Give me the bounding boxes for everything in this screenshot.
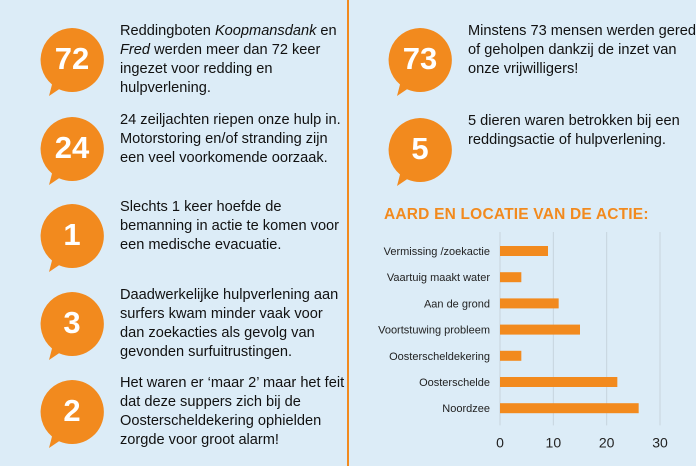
stat-text-part: werden meer dan 72 keer ingezet voor redding en hulpverlening.	[120, 42, 321, 96]
category-label: Oosterscheldekering	[389, 350, 490, 363]
stat-number: 5	[411, 131, 429, 166]
stat-item	[38, 199, 350, 270]
category-label: Voortstuwing probleem	[378, 324, 490, 337]
stat-description	[468, 112, 696, 150]
bar	[500, 272, 521, 282]
stat-item	[38, 287, 350, 362]
stat-item	[38, 375, 350, 450]
stat-number: 3	[63, 305, 81, 340]
stat-text-part: 5 dieren waren betrokken bij een reddingsactie of hulpverlening.	[468, 113, 680, 148]
stat-number: 2	[63, 393, 81, 428]
stat-item	[38, 23, 350, 98]
stat-text-part: 24 zeiljachten riepen onze hulp in. Motorstoring en/of stranding zijn een veel voorkomende oorzaak.	[120, 112, 341, 166]
chart-title: AARD EN LOCATIE VAN DE ACTIE:	[384, 206, 649, 223]
stat-description	[120, 286, 350, 362]
x-tick-label: 0	[496, 434, 504, 451]
speech-bubble-icon	[38, 202, 106, 270]
stat-text-part: Koopmansdank	[214, 23, 317, 39]
stat-text-part: Reddingboten	[120, 23, 215, 39]
stat-item	[386, 113, 696, 184]
stat-item	[386, 23, 696, 94]
bar	[500, 246, 548, 256]
stat-description	[468, 22, 696, 79]
stat-text-part: en	[316, 23, 337, 39]
stat-text-part: Minstens 73 mensen werden gered of geholpen dankzij de inzet van onze vrijwilligers!	[468, 23, 696, 77]
stat-text-part: Het waren er ‘maar 2’ maar het feit dat deze suppers zich bij de Oosterscheldekering ophielden zorgde voor groot alarm!	[120, 375, 345, 448]
stat-number: 73	[402, 41, 438, 76]
bar	[500, 351, 521, 361]
stat-number: 1	[63, 217, 81, 252]
x-tick-label: 30	[652, 434, 668, 451]
x-tick-label: 10	[545, 434, 562, 451]
speech-bubble-icon	[38, 290, 106, 358]
category-label: Oosterschelde	[419, 377, 490, 389]
stat-item	[38, 112, 350, 183]
bar-chart	[348, 232, 696, 466]
bar	[500, 325, 580, 335]
stat-description	[120, 22, 350, 98]
stat-text-part: Slechts 1 keer hoefde de bemanning in actie te komen voor een medische evacuatie.	[120, 199, 340, 253]
bar	[500, 403, 639, 413]
speech-bubble-icon	[386, 26, 454, 94]
category-label: Vaartuig maakt water	[386, 272, 490, 285]
stat-description	[120, 374, 350, 450]
category-label: Aan de grond	[423, 298, 490, 311]
speech-bubble-icon	[386, 116, 454, 184]
speech-bubble-icon	[38, 115, 106, 183]
stat-text-part: Daadwerkelijke hulpverlening aan surfers kwam minder vaak voor dan zoekacties als gevolg van gevonden surfuitrustingen.	[120, 287, 339, 360]
x-tick-label: 20	[598, 434, 615, 451]
stat-number: 72	[54, 41, 90, 76]
speech-bubble-icon	[38, 26, 106, 94]
bar	[500, 298, 559, 308]
category-label: Noordzee	[442, 403, 490, 416]
stat-text-part: Fred	[120, 42, 151, 58]
stat-description	[120, 111, 350, 168]
stat-number: 24	[54, 130, 90, 165]
stat-description	[120, 198, 350, 255]
bar	[500, 377, 617, 387]
speech-bubble-icon	[38, 378, 106, 446]
category-label: Vermissing /zoekactie	[383, 246, 490, 258]
